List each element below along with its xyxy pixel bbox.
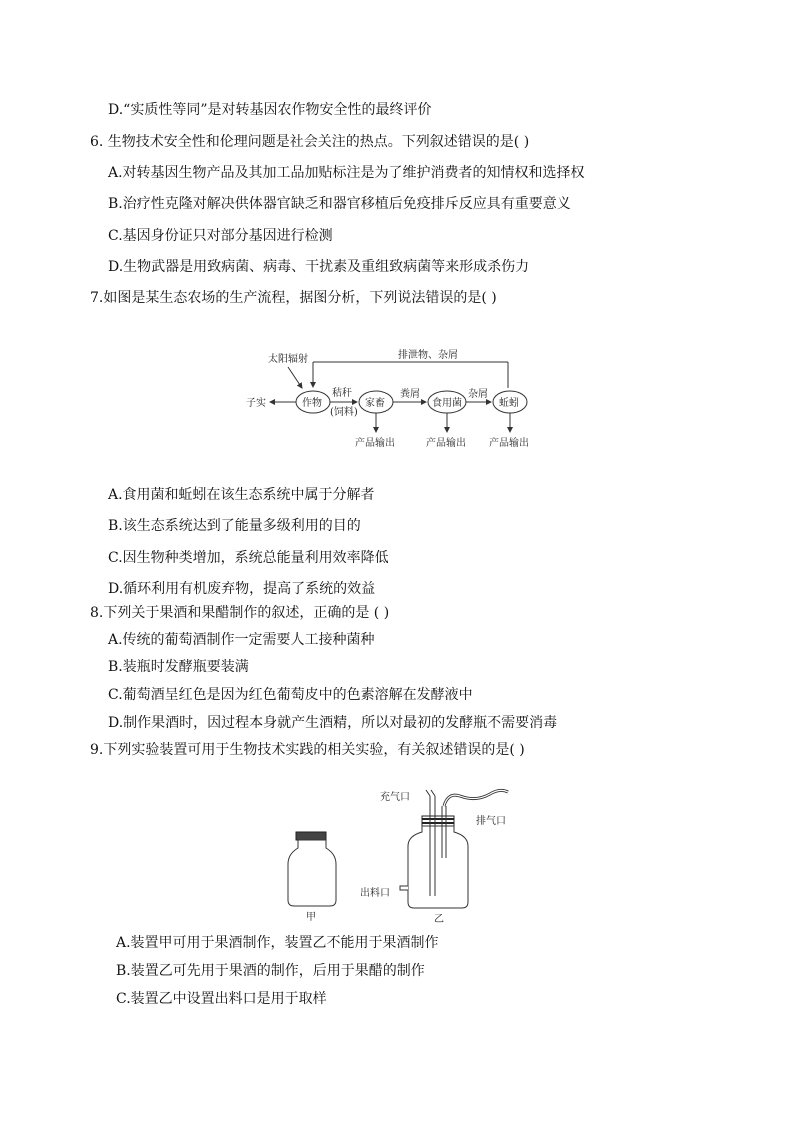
q8-option-a: A.传统的葡萄酒制作一定需要人工接种菌种 [108,632,375,648]
q6-option-b: B.治疗性克隆对解决供体器官缺乏和器官移植后免疫排斥反应具有重要意义 [108,196,571,212]
q6-option-a: A.对转基因生物产品及其加工品加贴标注是为了维护消费者的知情权和选择权 [108,165,585,181]
outlet-label: 出料口 [360,888,390,899]
output-earthworm: 产品输出 [489,438,529,449]
q8-option-d: D.制作果酒时，因过程本身就产生酒精，所以对最初的发酵瓶不需要消毒 [108,715,558,731]
q6-option-d: D.生物武器是用致病菌、病毒、干扰素及重组致病菌等来形成杀伤力 [108,259,530,275]
dung-label: 粪屑 [400,389,420,400]
q9-option-c: C.装置乙中设置出料口是用于取样 [116,991,327,1007]
inlet-label: 充气口 [380,792,410,803]
feed-label: (饲料) [330,407,358,418]
crop-node: 作物 [302,398,322,409]
mushroom-node: 食用菌 [432,398,462,409]
q7-option-c: C.因生物种类增加，系统总能量利用效率降低 [108,550,389,566]
ecological-farm-diagram [240,340,550,460]
return-flow-label: 排泄物、杂屑 [398,350,458,361]
q8-option-c: C.葡萄酒呈红色是因为红色葡萄皮中的色素溶解在发酵液中 [108,687,473,703]
q7-option-b: B.该生态系统达到了能量多级利用的目的 [108,518,361,534]
jar-a-label: 甲 [306,912,316,923]
q9-option-a: A.装置甲可用于果酒制作，装置乙不能用于果酒制作 [116,935,439,951]
q8-stem: 8.下列关于果酒和果醋制作的叙述，正确的是 ( ) [90,605,390,621]
exhaust-label: 排气口 [476,816,506,827]
q7-stem: 7.如图是某生态农场的生产流程，据图分析，下列说法错误的是( ) [90,290,497,306]
q6-option-c: C.基因身份证只对部分基因进行检测 [108,228,333,244]
sun-label: 太阳辐射 [268,354,308,365]
q9-stem: 9.下列实验装置可用于生物技术实践的相关实验，有关叙述错误的是( ) [90,742,525,758]
output-mushroom: 产品输出 [426,438,466,449]
q9-option-b: B.装置乙可先用于果酒的制作，后用于果醋的制作 [116,963,425,979]
fermentation-apparatus-diagram [280,778,520,928]
straw-label: 秸秆 [332,388,352,399]
jar-b-label: 乙 [434,914,444,925]
q8-option-b: B.装瓶时发酵瓶要装满 [108,659,249,675]
earthworm-node: 蚯蚓 [499,398,519,409]
q7-option-d: D.循环利用有机废弃物，提高了系统的效益 [108,581,376,597]
q7-option-a: A.食用菌和蚯蚓在该生态系统中属于分解者 [108,487,375,503]
output-livestock: 产品输出 [355,438,395,449]
residue-label: 杂屑 [468,389,488,400]
livestock-node: 家畜 [365,398,385,409]
q5-option-d: D.“实质性等同”是对转基因农作物安全性的最终评价 [108,102,432,118]
q6-stem: 6. 生物技术安全性和伦理问题是社会关注的热点。下列叙述错误的是( ) [90,134,530,150]
seeds-label: 子实 [246,398,266,409]
